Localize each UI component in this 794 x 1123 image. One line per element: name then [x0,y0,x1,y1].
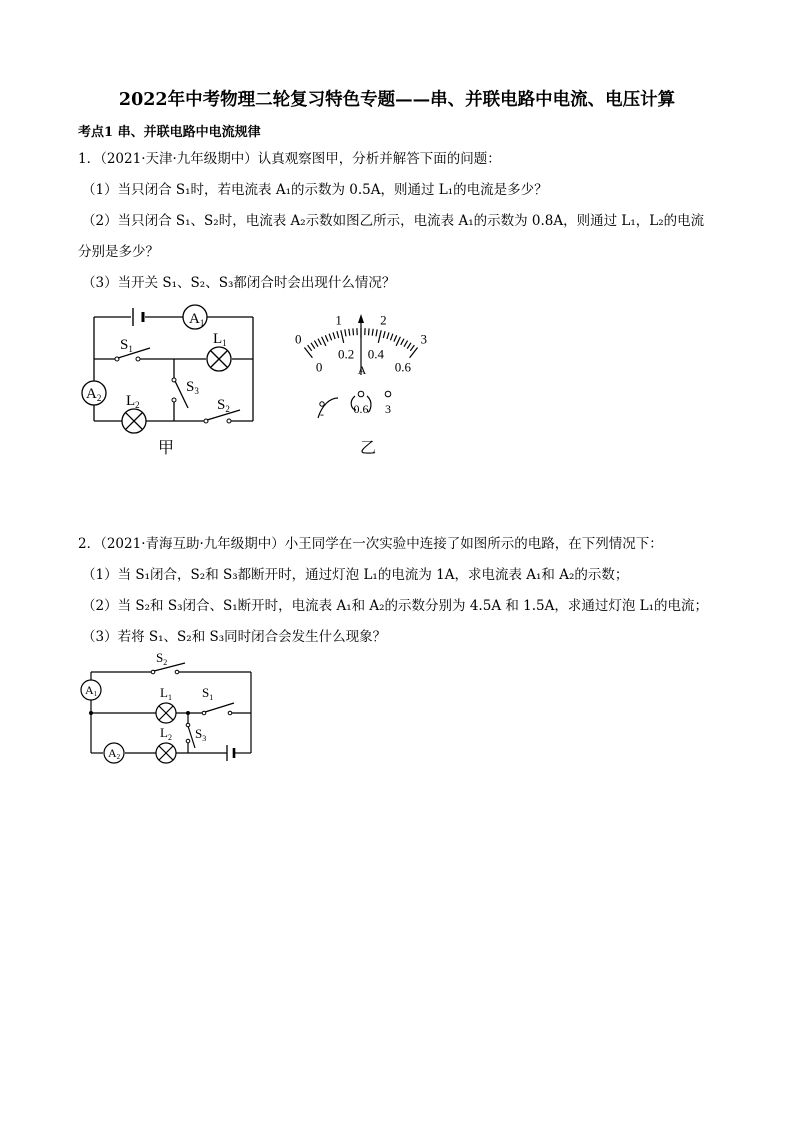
q1-part2: （2）当只闭合 S₁、S₂时，电流表 A₂示数如图乙所示，电流表 A₁的示数为 0.8A，则通过 L₁，L₂的电流 [82,213,705,229]
section-heading: 考点1 串、并联电路中电流规律 [78,125,261,140]
switch-s2-q2 [151,650,185,674]
upper-tick-label: 1 [335,312,342,328]
circuit-figure-jia [70,298,270,460]
svg-text:A1: $A_1$ [189,311,205,328]
battery-symbol [133,308,143,326]
dial-tick [345,329,346,336]
dial-tick [387,332,389,339]
dial-tick [390,334,393,341]
dial-tick [341,330,344,343]
page-title: 2022年中考物理二轮复习特色专题——串、并联电路中电流、电压计算 [118,90,676,110]
dial-tick [372,329,373,336]
battery-symbol-q2 [227,745,234,761]
svg-text:S3: $S_3$ [195,726,207,743]
q2-part3: （3）若将 S₁、S₂和 S₃同时闭合会发生什么现象？ [82,629,387,645]
figure-caption-jia: 甲 [158,440,175,457]
ammeter-a1 [183,305,207,329]
q1-part1: （1）当只闭合 S₁时，若电流表 A₁的示数为 0.5A，则通过 L₁的电流是多少？ [82,182,548,198]
dial-tick [318,339,321,345]
svg-text:3: 3 [385,402,391,416]
lamp-l1 [207,331,231,371]
ammeter-a1-q2 [81,680,101,700]
switch-s1 [115,337,150,361]
svg-text:A1: A1 [85,683,98,698]
lower-tick-label: 0.4 [367,346,385,362]
ammeter-a2-q2 [104,743,124,763]
svg-text:S1: $S_1$ [202,685,214,702]
dial-tick [322,337,326,346]
dial-tick [337,331,339,338]
dial-tick [369,328,370,335]
lower-tick-label: 0 [315,359,323,375]
dial-tick [311,343,315,349]
svg-text:S2: $S_2$ [217,397,230,414]
svg-text:L2: $L_2$ [126,393,140,410]
dial-tick [325,335,328,341]
lamp-l2-q2 [156,725,176,763]
figure-caption-yi: 乙 [359,440,377,457]
svg-text:-: - [320,407,324,421]
dial-tick [396,337,400,346]
dial-tick [401,339,404,345]
svg-text:A2: $A_2$ [86,386,102,403]
svg-text:S1: $S_1$ [120,337,133,354]
switch-s2 [204,397,240,423]
ammeter-a2 [82,381,106,405]
q1-stem: 1．（2021·天津·九年级期中）认真观察图甲，分析并解答下面的问题： [78,151,501,167]
q2-part1: （1）当 S₁闭合，S₂和 S₃都断开时，通过灯泡 L₁的电流为 1A，求电流表 A₁和 A₂的示数； [82,567,629,583]
dial-tick [404,341,408,347]
dial-tick [410,345,414,351]
dial-tick [329,334,332,341]
dial-tick [304,348,312,358]
svg-text:S3: $S_3$ [186,379,199,396]
dial-tick [376,329,377,336]
meter-unit: A [357,363,367,377]
dial-tick [383,331,385,338]
lamp-l1-q2 [156,685,176,723]
svg-text:L2: $L_2$ [160,725,172,742]
q1-part2-cont: 分别是多少？ [78,244,159,260]
ammeter-dial-figure-yi [276,298,456,460]
dial-tick [410,348,418,358]
dial-tick [378,330,381,343]
q1-part3: （3）当开关 S₁、S₂、S₃都闭合时会出现什么情况？ [82,275,396,291]
upper-tick-label: 2 [380,312,387,328]
svg-text:L1: $L_1$ [213,331,227,348]
q2-part2: （2）当 S₂和 S₃闭合、S₁断开时，电流表 A₁和 A₂的示数分别为 4.5A 和 1.5A，求通过灯泡 L₁的电流； [82,598,709,614]
dial-tick [353,328,354,335]
svg-text:L1: $L_1$ [160,685,172,702]
upper-tick-label: 3 [420,331,428,347]
lower-tick-label: 0.2 [337,346,355,362]
lower-tick-label: 0.6 [394,359,412,375]
switch-s3-q2 [186,723,206,748]
dial-tick [407,343,411,349]
svg-text:0.6: 0.6 [353,402,369,416]
dial-tick [333,332,335,339]
switch-s1-q2 [202,685,234,715]
dial-tick [394,335,397,341]
dial-tick [308,345,312,351]
lamp-l2 [122,393,146,433]
dial-tick [314,341,318,347]
switch-s3 [172,378,199,408]
circuit-figure-q2 [70,648,270,770]
q2-stem: 2．（2021·青海互助·九年级期中）小王同学在一次实验中连接了如图所示的电路，在下列情况下： [78,536,663,552]
dial-tick [349,329,350,336]
svg-text:S2: $S_2$ [156,650,168,667]
svg-text:A2: A2 [108,746,121,761]
upper-tick-label: 0 [294,331,302,347]
